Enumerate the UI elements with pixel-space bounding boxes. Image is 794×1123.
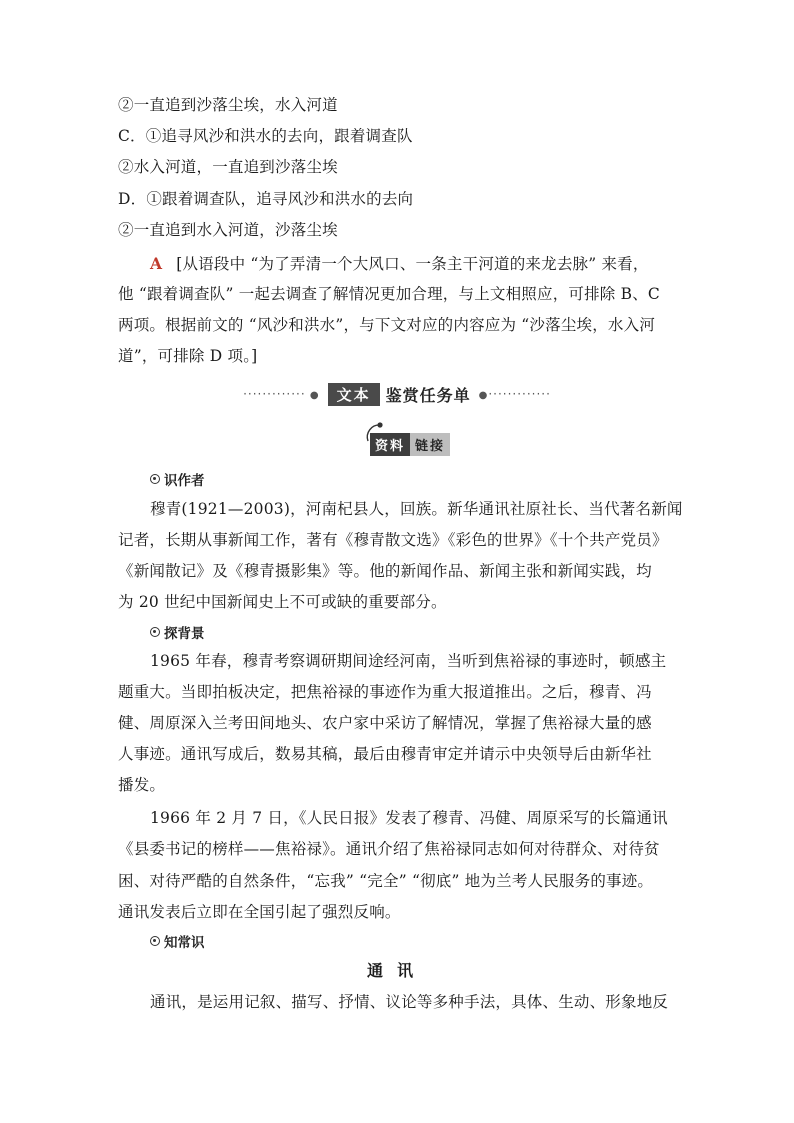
section-author-title: 识作者 bbox=[164, 473, 205, 489]
section-banner bbox=[0, 381, 794, 407]
author-line-2: 记者，长期从事新闻工作，著有《穆青散文选》《彩色的世界》《十个共产党员》 bbox=[118, 531, 668, 549]
answer-line-1 bbox=[150, 248, 678, 280]
target-icon bbox=[150, 474, 160, 484]
answer-line-3: 两项。根据前文的 “风沙和洪水”，与下文对应的内容应为 “沙落尘埃，水入河 bbox=[118, 316, 656, 334]
answer-line-2: 他 “跟着调查队” 一起去调查了解情况更加合理，与上文相照应，可排除 B、C bbox=[118, 285, 660, 303]
option-d-2: ②一直追到水入河道，沙落尘埃 bbox=[118, 221, 338, 239]
answer-letter: A bbox=[150, 254, 163, 273]
answer-text-1: [从语段中 “为了弄清一个大风口、一条主干河道的来龙去脉” 来看， bbox=[176, 255, 649, 273]
banner-box-label: 文本 bbox=[328, 383, 380, 406]
banner-title: 鉴赏任务单 bbox=[385, 385, 471, 405]
answer-line-4: 道”，可排除 D 项。] bbox=[118, 347, 258, 365]
background-line-5: 播发。 bbox=[118, 776, 166, 794]
badge-part-2: 链接 bbox=[410, 433, 450, 456]
target-icon bbox=[150, 627, 160, 637]
background-line-4: 人事迹。通讯写成后，数易其稿，最后由穆青审定并请示中央领导后由新华社 bbox=[118, 745, 652, 763]
option-d-1: D．①跟着调查队，追寻风沙和洪水的去向 bbox=[118, 190, 414, 208]
option-c-2: ②水入河道，一直追到沙落尘埃 bbox=[118, 158, 338, 176]
background-line-7: 《县委书记的榜样——焦裕禄》。通讯介绍了焦裕禄同志如何对待群众、对待贫 bbox=[118, 840, 660, 858]
data-link-badge bbox=[370, 433, 450, 455]
background-line-1: 1965 年春，穆青考察调研期间途经河南，当听到焦裕禄的事迹时，顿感主 bbox=[150, 652, 667, 670]
badge-part-1: 资料 bbox=[370, 433, 410, 456]
section-background bbox=[150, 622, 205, 642]
section-background-title: 探背景 bbox=[164, 626, 205, 642]
author-line-1: 穆青(1921—2003)，河南杞县人，回族。新华通讯社原社长、当代著名新闻 bbox=[150, 500, 683, 518]
knowledge-title: 通讯 bbox=[366, 961, 427, 980]
author-line-4: 为 20 世纪中国新闻史上不可或缺的重要部分。 bbox=[118, 593, 447, 611]
author-line-3: 《新闻散记》及《穆青摄影集》等。他的新闻作品、新闻主张和新闻实践，均 bbox=[118, 562, 652, 580]
option-c-1: C．①追寻风沙和洪水的去向，跟着调查队 bbox=[118, 127, 413, 145]
section-knowledge-title: 知常识 bbox=[164, 935, 205, 951]
banner-dots-left: ············· ● bbox=[243, 387, 320, 401]
background-line-8: 困、对待严酷的自然条件，“忘我” “完全” “彻底” 地为兰考人民服务的事迹。 bbox=[118, 872, 654, 890]
background-line-2: 题重大。当即拍板决定，把焦裕禄的事迹作为重大报道推出。之后，穆青、冯 bbox=[118, 683, 652, 701]
background-line-6: 1966 年 2 月 7 日，《人民日报》发表了穆青、冯健、周原采写的长篇通讯 bbox=[150, 809, 668, 827]
background-line-3: 健、周原深入兰考田间地头、农户家中采访了解情况，掌握了焦裕禄大量的感 bbox=[118, 714, 652, 732]
section-knowledge bbox=[150, 931, 205, 951]
section-author bbox=[150, 469, 205, 489]
banner-dots-right: ● ············· bbox=[479, 387, 551, 401]
background-line-9: 通讯发表后立即在全国引起了强烈反响。 bbox=[118, 903, 401, 921]
knowledge-line-1: 通讯，是运用记叙、描写、抒情、议论等多种手法，具体、生动、形象地反 bbox=[150, 993, 669, 1011]
option-b-2: ②一直追到沙落尘埃，水入河道 bbox=[118, 96, 338, 114]
target-icon bbox=[150, 936, 160, 946]
